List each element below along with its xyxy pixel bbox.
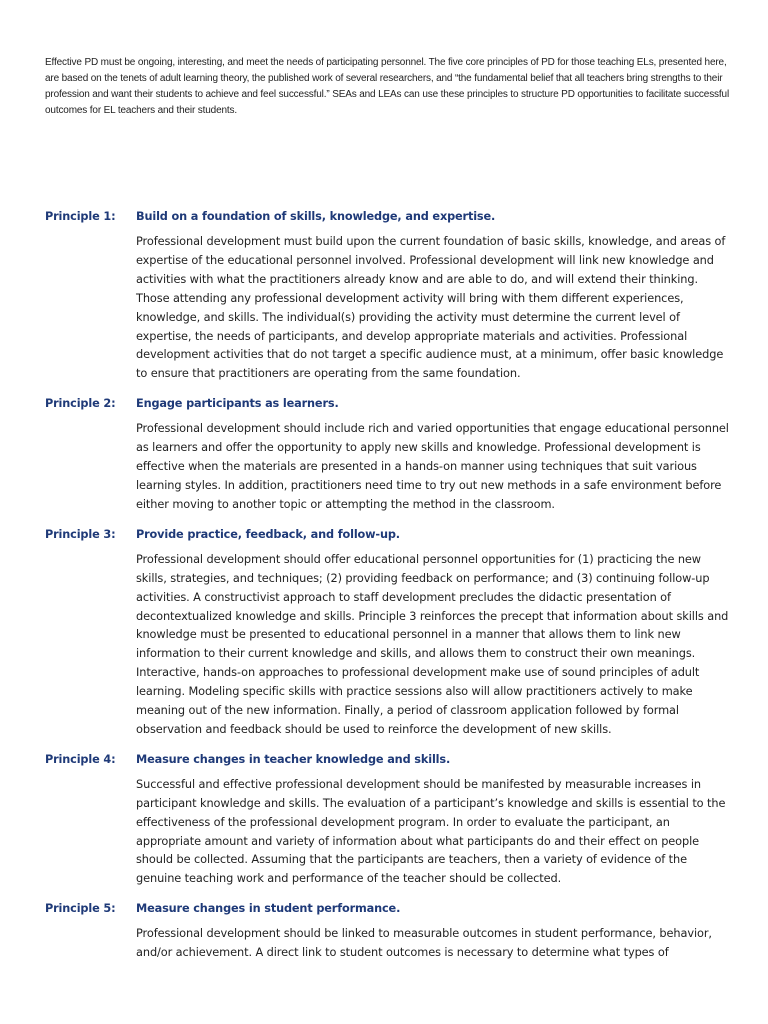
principle-label: Principle 4: xyxy=(45,752,116,766)
intro-paragraph: Effective PD must be ongoing, interesting, and meet the needs of participating personnel. The five core principles of PD for those teaching ELs, presented here, are based on the tenets of adult learning theory, the published work of several researchers, and “the fundamental belief that all teachers bring strengths to their profession and want their students to achieve and feel successful.” SEAs and LEAs can use these principles to structure PD opportunities to facilitate successful outcomes for EL teachers and their students. xyxy=(45,57,730,116)
principle-title: Measure changes in student performance. xyxy=(136,902,401,916)
principle-2 xyxy=(45,393,730,514)
principle-label: Principle 5: xyxy=(45,902,116,916)
principle-body: Successful and effective professional development should be manifested by measurable increases in participant knowledge and skills. The evaluation of a participant’s knowledge and skills is essential to the effectiveness of the professional development program. In order to evaluate the participant, an appropriate amount and variety of information about what participants do and their effect on people should be collected. Assuming that the participants are teachers, then a variety of evidence of the genuine teaching work and performance of the teacher should be collected. xyxy=(136,776,726,886)
principle-heading xyxy=(45,898,730,920)
principle-heading xyxy=(45,749,730,771)
principle-5 xyxy=(45,898,730,962)
principle-title: Provide practice, feedback, and follow-up. xyxy=(136,527,400,541)
principle-label: Principle 1: xyxy=(45,210,116,223)
principle-title: Engage participants as learners. xyxy=(136,397,339,411)
principle-4 xyxy=(45,749,730,888)
principle-title: Build on a foundation of skills, knowledge, and expertise. xyxy=(136,210,496,223)
principle-label: Principle 3: xyxy=(45,527,116,541)
principle-heading xyxy=(45,393,730,415)
principles-list xyxy=(45,206,730,972)
principle-label: Principle 2: xyxy=(45,397,116,411)
principle-heading xyxy=(45,206,730,228)
principle-body: Professional development must build upon the current foundation of basic skills, knowledge, and areas of expertise of the educational personnel involved. Professional development will link new knowledge and activities with what the practitioners already know and are able to do, and will extend their thinking. Those attending any professional development activity will bring with them different experiences, knowledge, and skills. The individual(s) providing the activity must determine the current level of expertise, the needs of participants, and develop appropriate materials and activities. Professional development activities that do not target a specific audience must, at a minimum, offer basic knowledge to ensure that practitioners are operating from the same foundation. xyxy=(136,234,726,381)
principle-heading xyxy=(45,524,730,546)
principle-body: Professional development should offer educational personnel opportunities for (1) practicing the new skills, strategies, and techniques; (2) providing feedback on performance; and (3) continuing follow-up activities. A constructivist approach to staff development precludes the didactic presentation of decontextualized knowledge and skills. Principle 3 reinforces the precept that information about skills and knowledge must be presented to educational personnel in a manner that allows them to link new information to their current knowledge and skills, and allows them to construct their own meanings. Interactive, hands-on approaches to professional development make use of sound principles of adult learning. Modeling specific skills with practice sessions also will allow practitioners actively to make meaning out of the new information. Finally, a period of classroom application followed by formal observation and feedback should be used to reinforce the development of new skills. xyxy=(136,551,729,736)
principle-title: Measure changes in teacher knowledge and skills. xyxy=(136,752,451,766)
principle-body: Professional development should include rich and varied opportunities that engage educational personnel as learners and offer the opportunity to apply new skills and knowledge. Professional development is effective when the materials are presented in a hands-on manner using techniques that suit various learning styles. In addition, practitioners need time to try out new methods in a safe environment before either moving to another topic or attempting the method in the classroom. xyxy=(136,421,729,511)
principle-3 xyxy=(45,524,730,739)
principle-body: Professional development should be linked to measurable outcomes in student performance, behavior, and/or achievement. A direct link to student outcomes is necessary to determine what types of xyxy=(136,926,712,960)
principle-1 xyxy=(45,206,730,383)
